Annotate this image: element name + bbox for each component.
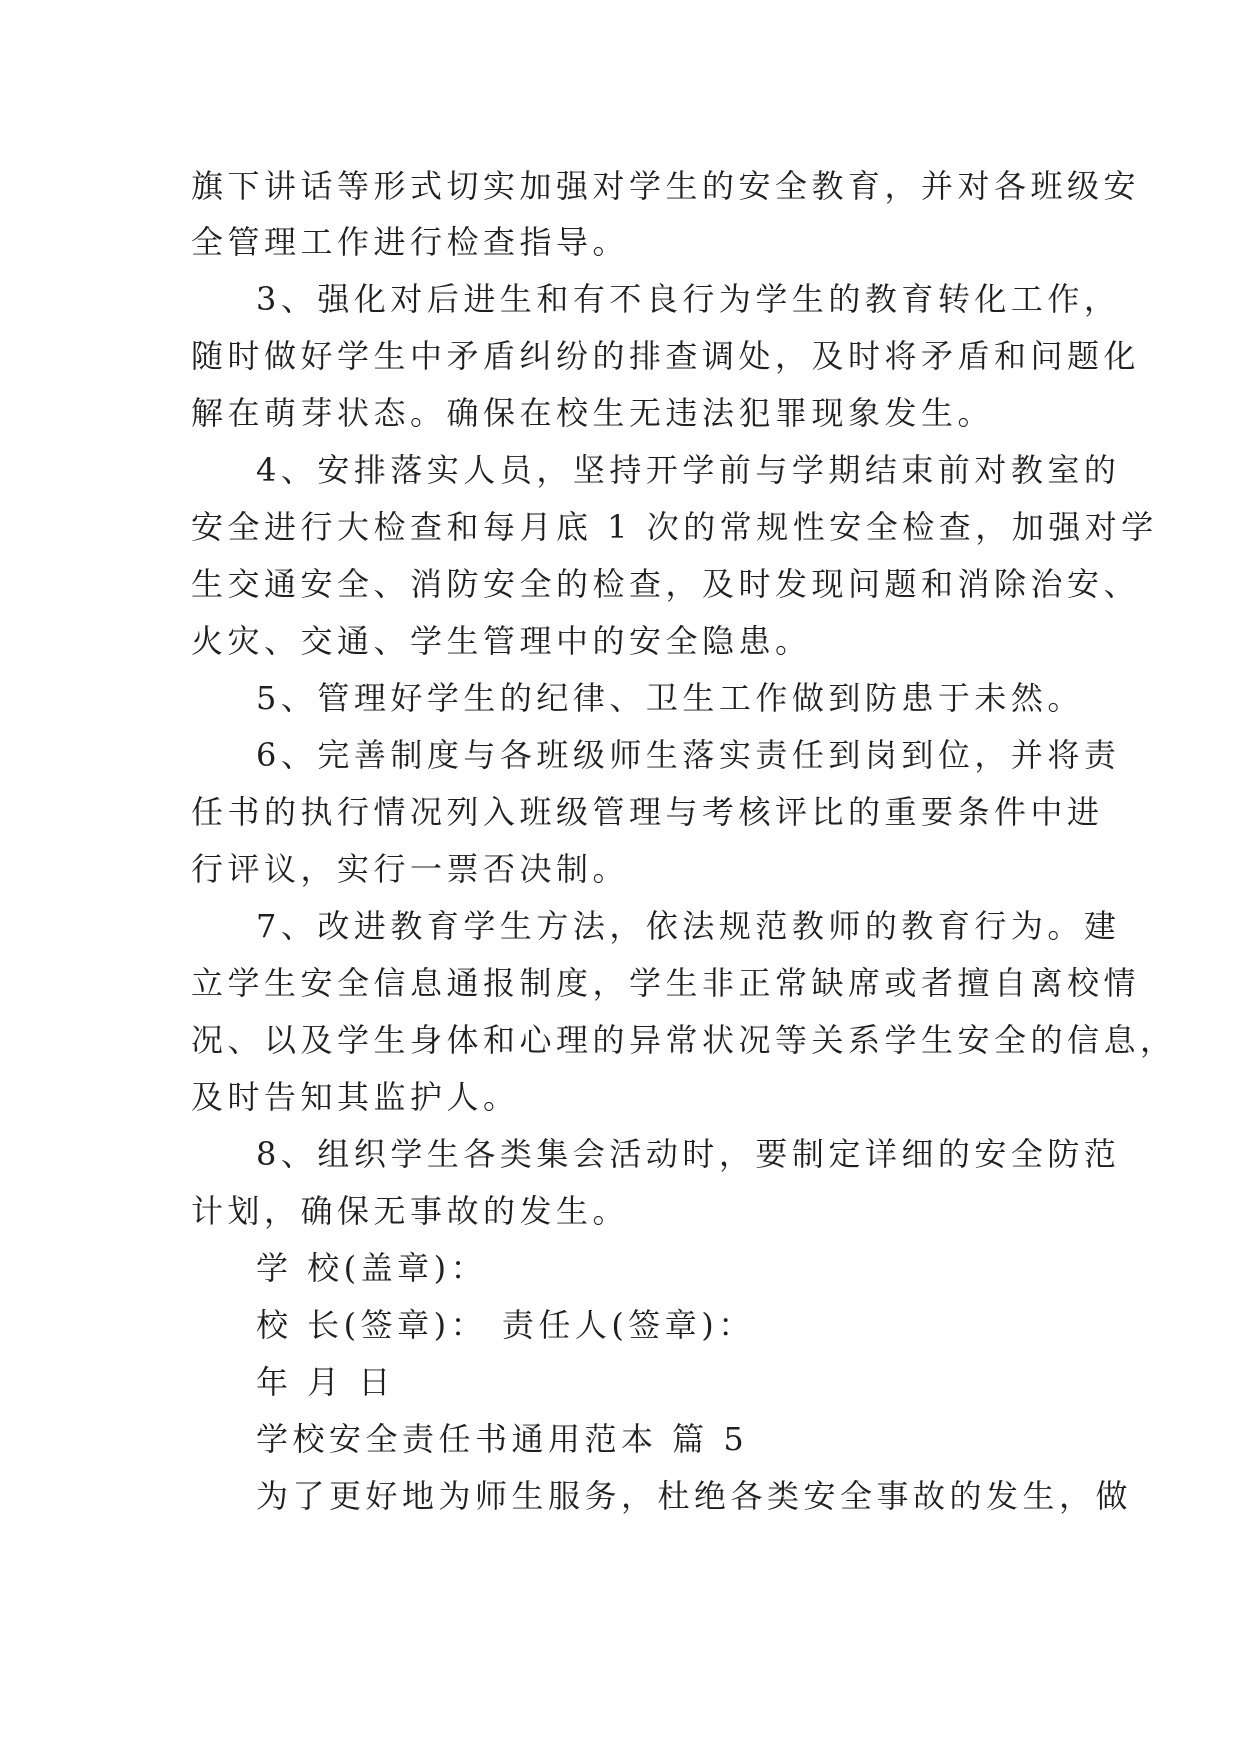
text-line-19: 计划，确保无事故的发生。 xyxy=(191,1192,630,1230)
text-line-5: 解在萌芽状态。确保在校生无违法犯罪现象发生。 xyxy=(191,394,995,432)
text-line-14: 7、改进教育学生方法，依法规范教师的教育行为。建 xyxy=(256,907,1121,945)
text-line-10: 5、管理好学生的纪律、卫生工作做到防患于未然。 xyxy=(256,679,1084,717)
text-line-4: 随时做好学生中矛盾纠纷的排查调处，及时将矛盾和问题化 xyxy=(191,337,1141,375)
text-line-2: 全管理工作进行检查指导。 xyxy=(191,223,630,261)
text-line-16: 况、以及学生身体和心理的异常状况等关系学生安全的信息， xyxy=(191,1021,1177,1059)
text-line-12: 任书的执行情况列入班级管理与考核评比的重要条件中进 xyxy=(191,793,1104,831)
signature-school-line: 学 校(盖章)： xyxy=(256,1249,488,1287)
text-line-13: 行评议，实行一票否决制。 xyxy=(191,850,630,888)
date-line: 年 月 日 xyxy=(256,1363,395,1401)
text-line-15: 立学生安全信息通报制度，学生非正常缺席或者擅自离校情 xyxy=(191,964,1141,1002)
text-line-1: 旗下讲话等形式切实加强对学生的安全教育，并对各班级安 xyxy=(191,167,1141,205)
text-line-8: 生交通安全、消防安全的检查，及时发现问题和消除治安、 xyxy=(191,565,1141,603)
text-line-last: 为了更好地为师生服务，杜绝各类安全事故的发生，做 xyxy=(256,1477,1133,1515)
text-line-11: 6、完善制度与各班级师生落实责任到岗到位，并将责 xyxy=(256,736,1121,774)
text-line-18: 8、组织学生各类集会活动时，要制定详细的安全防范 xyxy=(256,1135,1121,1173)
text-line-7: 安全进行大检查和每月底 1 次的常规性安全检查，加强对学 xyxy=(191,508,1158,546)
text-line-9: 火灾、交通、学生管理中的安全隐患。 xyxy=(191,622,812,660)
text-line-6: 4、安排落实人员，坚持开学前与学期结束前对教室的 xyxy=(256,451,1121,489)
signature-principal-line: 校 长(签章)： 责任人(签章)： xyxy=(256,1306,755,1344)
text-line-17: 及时告知其监护人。 xyxy=(191,1078,520,1116)
text-line-3: 3、强化对后进生和有不良行为学生的教育转化工作， xyxy=(256,280,1121,318)
section-heading: 学校安全责任书通用范本 篇 5 xyxy=(256,1420,749,1458)
